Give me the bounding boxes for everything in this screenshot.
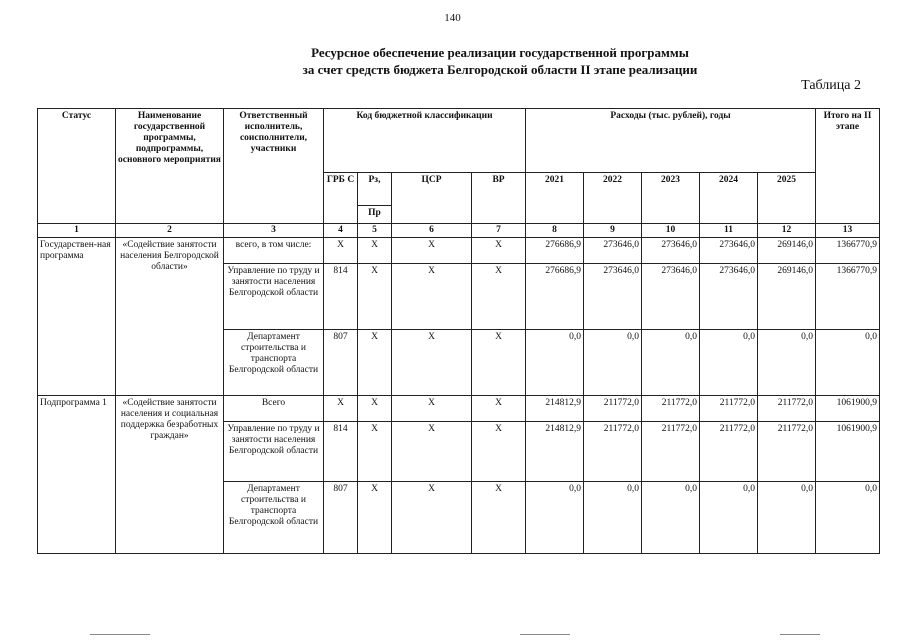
header-status: Статус [38,109,116,224]
program-name-cell: «Содействие занятости населения Белгородской области» [116,238,224,396]
csr-cell: Х [392,482,472,554]
year-2023-cell: 211772,0 [642,422,700,482]
title-line-1: Ресурсное обеспечение реализации государственной программы [311,45,689,60]
column-number: 5 [358,224,392,238]
year-2022-cell: 211772,0 [584,422,642,482]
program-name-cell: «Содействие занятости населения и социальная поддержка безработных граждан» [116,396,224,554]
year-2023-cell: 0,0 [642,482,700,554]
year-2021-cell: 0,0 [526,330,584,396]
responsible-cell: Департамент строительства и транспорта Белгородской области [224,330,324,396]
year-2023-cell: 0,0 [642,330,700,396]
column-number: 8 [526,224,584,238]
column-number: 3 [224,224,324,238]
header-expenses: Расходы (тыс. рублей), годы [526,109,816,173]
header-grbs: ГРБ С [324,173,358,224]
rz-pr-cell: Х [358,330,392,396]
column-number: 10 [642,224,700,238]
rz-pr-cell: Х [358,264,392,330]
year-2023-cell: 211772,0 [642,396,700,422]
rz-pr-cell: Х [358,396,392,422]
csr-cell: Х [392,396,472,422]
responsible-cell: Всего [224,396,324,422]
year-2024-cell: 0,0 [700,482,758,554]
header-total: Итого на II этапе [816,109,880,224]
responsible-cell: Управление по труду и занятости населения Белгородской области [224,422,324,482]
header-name: Наименование государственной программы, подпрограммы, основного мероприятия [116,109,224,224]
total-cell: 1061900,9 [816,396,880,422]
column-number: 13 [816,224,880,238]
header-responsible: Ответственный исполнитель, соисполнители, участники [224,109,324,224]
table-label: Таблица 2 [801,78,861,93]
page-number: 140 [444,12,461,24]
vr-cell: Х [472,396,526,422]
column-number: 11 [700,224,758,238]
responsible-cell: всего, в том числе: [224,238,324,264]
header-year-2021: 2021 [526,173,584,224]
year-2021-cell: 276686,9 [526,238,584,264]
year-2021-cell: 276686,9 [526,264,584,330]
year-2025-cell: 269146,0 [758,264,816,330]
title-line-2: за счет средств бюджета Белгородской области II этапе реализации [302,62,698,77]
column-number: 2 [116,224,224,238]
vr-cell: Х [472,238,526,264]
responsible-cell: Департамент строительства и транспорта Белгородской области [224,482,324,554]
vr-cell: Х [472,482,526,554]
footer-rule [90,634,150,635]
year-2022-cell: 0,0 [584,482,642,554]
year-2024-cell: 211772,0 [700,422,758,482]
header-rz: Рз, [358,173,392,206]
column-number: 7 [472,224,526,238]
vr-cell: Х [472,422,526,482]
column-number: 1 [38,224,116,238]
column-number: 6 [392,224,472,238]
total-cell: 1061900,9 [816,422,880,482]
csr-cell: Х [392,330,472,396]
document-title [150,44,850,78]
table-row [38,396,880,422]
year-2024-cell: 273646,0 [700,238,758,264]
header-year-2022: 2022 [584,173,642,224]
year-2024-cell: 211772,0 [700,396,758,422]
grbs-cell: 814 [324,264,358,330]
grbs-cell: 814 [324,422,358,482]
header-budget-code: Код бюджетной классификации [324,109,526,173]
year-2024-cell: 273646,0 [700,264,758,330]
total-cell: 1366770,9 [816,264,880,330]
header-year-2024: 2024 [700,173,758,224]
total-cell: 0,0 [816,330,880,396]
header-csr: ЦСР [392,173,472,224]
total-cell: 1366770,9 [816,238,880,264]
grbs-cell: 807 [324,330,358,396]
rz-pr-cell: Х [358,422,392,482]
column-number: 9 [584,224,642,238]
year-2023-cell: 273646,0 [642,264,700,330]
header-pr: Пр [358,206,392,224]
header-vr: ВР [472,173,526,224]
csr-cell: Х [392,422,472,482]
vr-cell: Х [472,330,526,396]
footer-rule [780,634,820,635]
year-2023-cell: 273646,0 [642,238,700,264]
status-cell: Государствен-ная программа [38,238,116,396]
csr-cell: Х [392,238,472,264]
resource-table [37,108,880,554]
year-2022-cell: 211772,0 [584,396,642,422]
year-2021-cell: 214812,9 [526,396,584,422]
csr-cell: Х [392,264,472,330]
column-number: 4 [324,224,358,238]
header-year-2023: 2023 [642,173,700,224]
year-2022-cell: 273646,0 [584,264,642,330]
footer-rule [520,634,570,635]
status-cell: Подпрограмма 1 [38,396,116,554]
year-2024-cell: 0,0 [700,330,758,396]
year-2021-cell: 0,0 [526,482,584,554]
grbs-cell: Х [324,238,358,264]
column-number: 12 [758,224,816,238]
rz-pr-cell: Х [358,238,392,264]
year-2021-cell: 214812,9 [526,422,584,482]
total-cell: 0,0 [816,482,880,554]
header-year-2025: 2025 [758,173,816,224]
grbs-cell: 807 [324,482,358,554]
year-2025-cell: 211772,0 [758,396,816,422]
rz-pr-cell: Х [358,482,392,554]
year-2022-cell: 273646,0 [584,238,642,264]
year-2022-cell: 0,0 [584,330,642,396]
year-2025-cell: 211772,0 [758,422,816,482]
responsible-cell: Управление по труду и занятости населения Белгородской области [224,264,324,330]
year-2025-cell: 0,0 [758,482,816,554]
year-2025-cell: 269146,0 [758,238,816,264]
year-2025-cell: 0,0 [758,330,816,396]
vr-cell: Х [472,264,526,330]
table-row [38,238,880,264]
grbs-cell: Х [324,396,358,422]
